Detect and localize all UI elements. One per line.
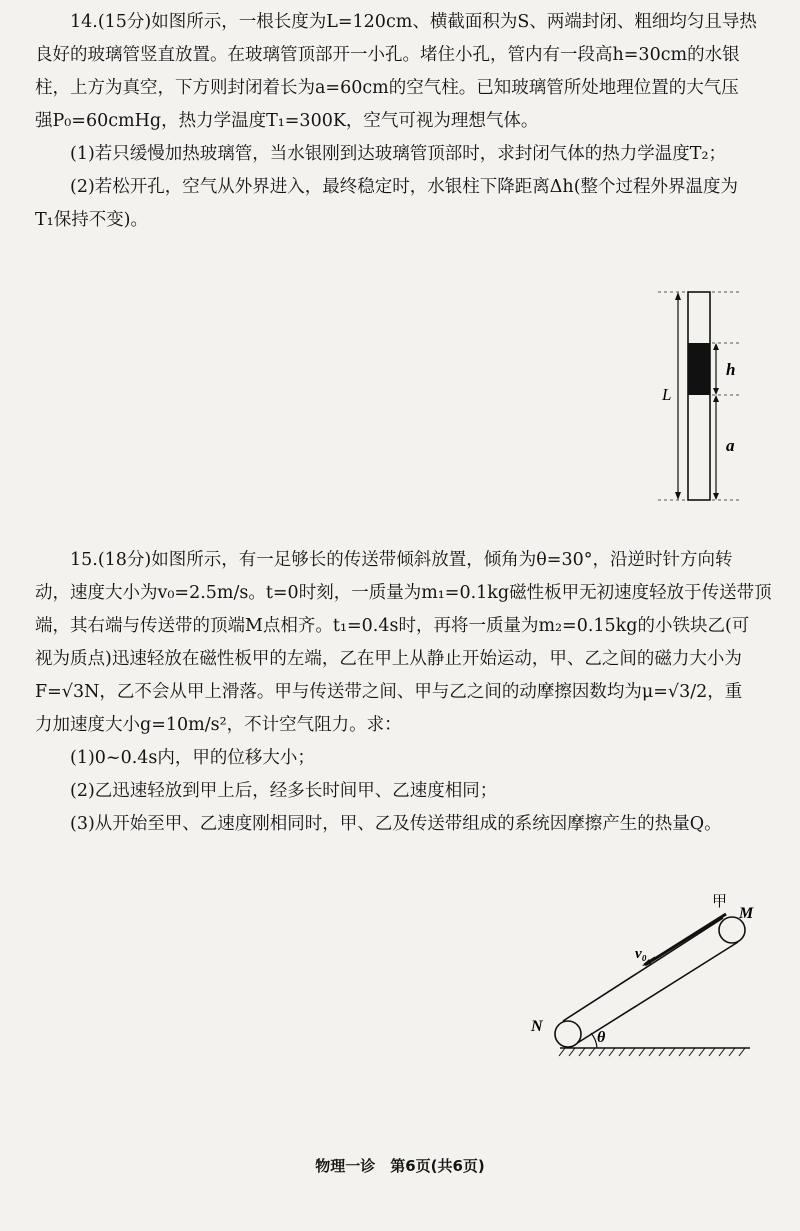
q15-sub-2: (2)乙迅速轻放到甲上后，经多长时间甲、乙速度相同； [70, 781, 498, 801]
roller-N [555, 1021, 581, 1047]
q15-line-6: 力加速度大小g=10m/s²，不计空气阻力。求： [35, 715, 402, 735]
page-footer: 物理一诊 第6页(共6页) [315, 1157, 485, 1175]
q14-sub-2: (2)若松开孔，空气从外界进入，最终稳定时，水银柱下降距离Δh(整个过程外界温度为 [70, 177, 739, 197]
q15-sub-3: (3)从开始至甲、乙速度刚相同时，甲、乙及传送带组成的系统因摩擦产生的热量Q。 [70, 814, 722, 834]
label-M: M [739, 905, 754, 922]
label-L: L [662, 385, 672, 404]
q15-line-2: 动，速度大小为v₀=2.5m/s。t=0时刻，一质量为m₁=0.1kg磁性板甲无初速度轻放于传送带顶 [35, 583, 772, 603]
label-jia: 甲 [712, 894, 728, 910]
q14-sub-1: (1)若只缓慢加热玻璃管，当水银刚到达玻璃管顶部时，求封闭气体的热力学温度T₂； [70, 144, 726, 164]
label-a: a [726, 436, 735, 455]
label-theta: θ [597, 1029, 606, 1046]
glass-tube-figure [650, 285, 750, 510]
label-v0: v₀ [635, 946, 647, 962]
q14-sub-2-cont: T₁保持不变)。 [35, 210, 149, 230]
q15-line-4: 视为质点)迅速轻放在磁性板甲的左端，乙在甲上从静止开始运动，甲、乙之间的磁力大小为 [35, 649, 742, 669]
label-N: N [531, 1018, 543, 1035]
label-h: h [726, 360, 736, 379]
q14-line-4: 强P₀=60cmHg，热力学温度T₁=300K，空气可视为理想气体。 [35, 111, 539, 131]
q15-line-3: 端，其右端与传送带的顶端M点相齐。t₁=0.4s时，再将一质量为m₂=0.15kg的小铁块乙(可 [35, 616, 750, 636]
q15-sub-1: (1)0~0.4s内，甲的位移大小； [70, 748, 315, 768]
ground-hatching [559, 1048, 745, 1056]
belt-top-side [563, 918, 723, 1021]
q15-line-1: 15.(18分)如图所示，有一足够长的传送带倾斜放置，倾角为θ=30°，沿逆时针方向转 [70, 550, 733, 570]
q14-line-3: 柱，上方为真空，下方则封闭着长为a=60cm的空气柱。已知玻璃管所处地理位置的大气压 [35, 78, 739, 98]
mercury-column [688, 343, 710, 395]
conveyor-belt-figure [525, 888, 760, 1068]
q15-stem [35, 544, 773, 841]
q15-line-5: F=√3N，乙不会从甲上滑落。甲与传送带之间、甲与乙之间的动摩擦因数均为μ=√3/2，重 [35, 682, 743, 702]
q14-line-1: 14.(15分)如图所示，一根长度为L=120cm、横截面积为S、两端封闭、粗细均匀且导热 [70, 12, 757, 32]
glass-tube [688, 292, 710, 500]
q14-line-2: 良好的玻璃管竖直放置。在玻璃管顶部开一小孔。堵住小孔，管内有一段高h=30cm的水银 [35, 45, 740, 65]
q14-stem [35, 6, 773, 237]
